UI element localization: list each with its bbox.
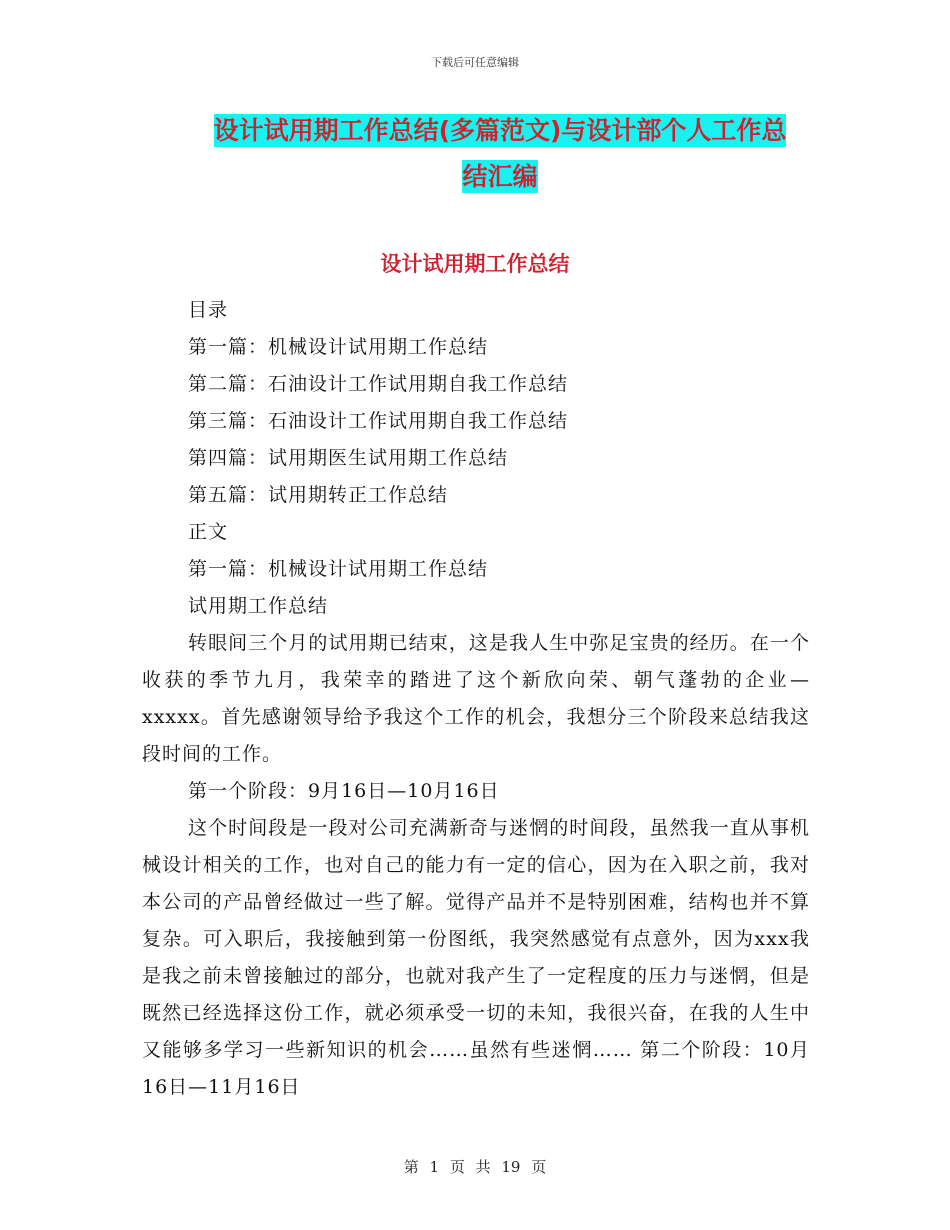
paragraph-stage1: 这个时间段是一段对公司充满新奇与迷惘的时间段，虽然我一直从事机械设计相关的工作，也对自己的能力有一定的信心，因为在入职之前，我对本公司的产品曾经做过一些了解。觉得产品并不是特别困难，结构也并不算复杂。可入职后，我接触到第一份图纸，我突然感觉有点意外，因为xxx我是我之前未曾接触过的部分，也就对我产生了一定程度的压力与迷惘，但是既然已经选择这份工作，就必须承受一切的未知，我很兴奋，在我的人生中又能够多学习一些新知识的机会……虽然有些迷惘…… 第二个阶段：10月16日—11月16日 [142,817,810,1098]
page-number: 第 1 页 共 19 页 [403,1158,547,1176]
section-title: 第一篇：机械设计试用期工作总结 [188,558,489,580]
toc-item: 第一篇：机械设计试用期工作总结 [188,336,489,358]
stage-heading: 第一个阶段：9月16日—10月16日 [188,780,500,802]
toc-item: 第三篇：石油设计工作试用期自我工作总结 [188,410,569,432]
toc-item: 第五篇：试用期转正工作总结 [188,484,449,506]
document-title [140,108,860,200]
document-body [142,292,810,1106]
doc-title: 试用期工作总结 [188,595,329,617]
toc-item: 第二篇：石油设计工作试用期自我工作总结 [188,373,569,395]
paragraph-intro: 转眼间三个月的试用期已结束，这是我人生中弥足宝贵的经历。在一个收获的季节九月，我荣幸的踏进了这个新欣向荣、朝气蓬勃的企业—xxxxx。首先感谢领导给予我这个工作的机会，我想分三个阶段来总结我这段时间的工作。 [142,632,810,765]
section-subtitle: 设计试用期工作总结 [380,252,570,276]
title-line-1: 设计试用期工作总结(多篇范文)与设计部个人工作总 [213,116,787,145]
title-line-2: 结汇编 [462,162,538,191]
toc-item: 第四篇：试用期医生试用期工作总结 [188,447,509,469]
header-note: 下载后可任意编辑 [431,56,519,69]
body-heading: 正文 [188,521,229,543]
toc-heading: 目录 [188,299,229,321]
